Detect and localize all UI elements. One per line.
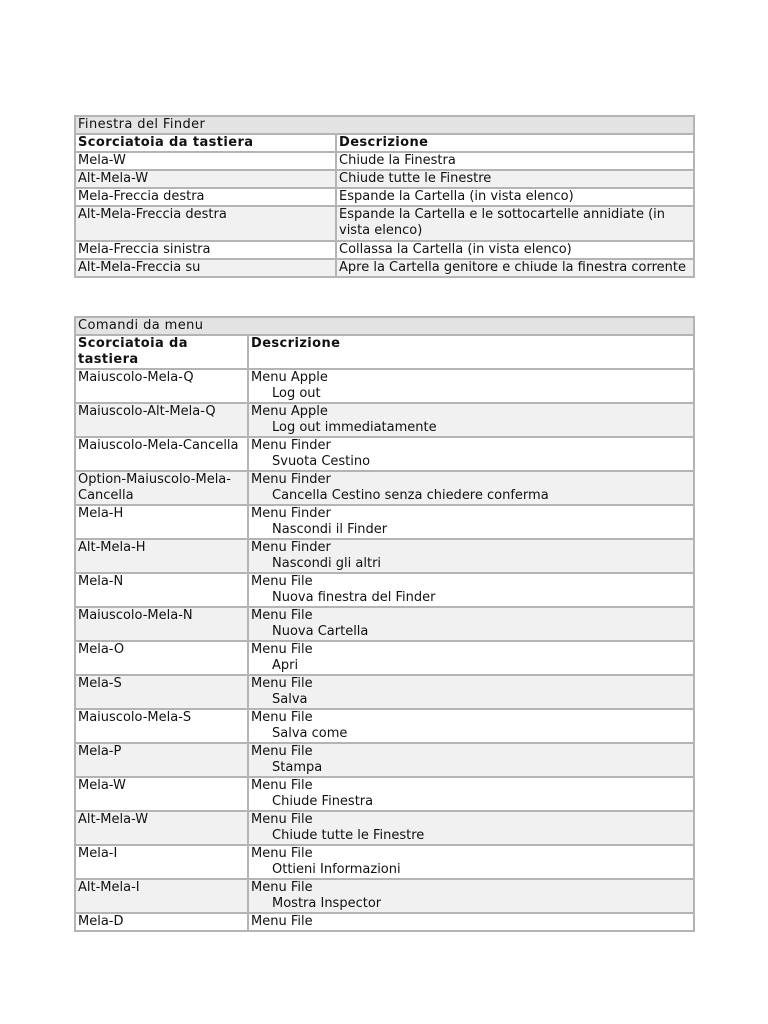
description-cell: Chiude tutte le Finestre bbox=[336, 170, 694, 188]
menu-name: Menu Apple bbox=[251, 370, 328, 385]
menu-name: Menu File bbox=[251, 744, 313, 759]
description-cell bbox=[248, 437, 694, 471]
table-row bbox=[75, 879, 694, 913]
menu-command: Ottieni Informazioni bbox=[272, 862, 401, 877]
table-row bbox=[75, 505, 694, 539]
shortcut-cell: Maiuscolo-Alt-Mela-Q bbox=[75, 403, 248, 437]
shortcut-cell: Alt-Mela-Freccia destra bbox=[75, 206, 336, 241]
table-row bbox=[75, 369, 694, 403]
menu-name: Menu Finder bbox=[251, 540, 331, 555]
description-cell bbox=[248, 811, 694, 845]
menu-command: Chiude tutte le Finestre bbox=[272, 828, 425, 843]
shortcut-cell: Alt-Mela-H bbox=[75, 539, 248, 573]
shortcut-cell: Mela-H bbox=[75, 505, 248, 539]
menu-name: Menu File bbox=[251, 710, 313, 725]
shortcut-cell: Maiuscolo-Mela-Q bbox=[75, 369, 248, 403]
menu-name: Menu Apple bbox=[251, 404, 328, 419]
menu-name: Menu File bbox=[251, 914, 313, 929]
description-cell: Collassa la Cartella (in vista elenco) bbox=[336, 241, 694, 259]
menu-command: Salva bbox=[272, 692, 308, 707]
menu-command: Chiude Finestra bbox=[272, 794, 374, 809]
description-cell bbox=[248, 539, 694, 573]
menu-name: Menu File bbox=[251, 676, 313, 691]
description-cell bbox=[248, 505, 694, 539]
menu-name: Menu File bbox=[251, 608, 313, 623]
shortcut-cell: Alt-Mela-Freccia su bbox=[75, 259, 336, 277]
menu-command: Mostra Inspector bbox=[272, 896, 382, 911]
column-header-description: Descrizione bbox=[248, 335, 694, 369]
description-cell bbox=[248, 709, 694, 743]
shortcut-cell: Maiuscolo-Mela-N bbox=[75, 607, 248, 641]
table-row bbox=[75, 259, 694, 277]
description-cell bbox=[248, 675, 694, 709]
table-row bbox=[75, 607, 694, 641]
description-cell: Apre la Cartella genitore e chiude la finestra corrente bbox=[336, 259, 694, 277]
menu-command: Nascondi gli altri bbox=[272, 556, 382, 571]
description-cell: Espande la Cartella e le sottocartelle annidiate (in vista elenco) bbox=[336, 206, 694, 241]
menu-command: Nuova finestra del Finder bbox=[272, 590, 436, 605]
menu-name: Menu File bbox=[251, 574, 313, 589]
finder-window-table bbox=[74, 115, 695, 278]
shortcut-cell: Mela-Freccia sinistra bbox=[75, 241, 336, 259]
table-row bbox=[75, 913, 694, 931]
table-row bbox=[75, 152, 694, 170]
menu-command: Salva come bbox=[272, 726, 348, 741]
table-row bbox=[75, 403, 694, 437]
description-cell bbox=[248, 403, 694, 437]
column-header-description: Descrizione bbox=[336, 134, 694, 152]
description-cell bbox=[248, 913, 694, 931]
description-cell bbox=[248, 471, 694, 505]
menu-command: Svuota Cestino bbox=[272, 454, 371, 469]
menu-command: Nuova Cartella bbox=[272, 624, 369, 639]
menu-name: Menu File bbox=[251, 778, 313, 793]
menu-name: Menu Finder bbox=[251, 438, 331, 453]
shortcut-cell: Alt-Mela-W bbox=[75, 811, 248, 845]
table-row bbox=[75, 641, 694, 675]
description-cell bbox=[248, 879, 694, 913]
description-cell bbox=[248, 743, 694, 777]
shortcut-cell: Mela-S bbox=[75, 675, 248, 709]
shortcut-cell: Maiuscolo-Mela-S bbox=[75, 709, 248, 743]
table-row bbox=[75, 539, 694, 573]
shortcut-cell: Mela-W bbox=[75, 777, 248, 811]
table-row bbox=[75, 675, 694, 709]
shortcut-cell: Mela-Freccia destra bbox=[75, 188, 336, 206]
shortcut-cell: Mela-O bbox=[75, 641, 248, 675]
description-cell bbox=[248, 369, 694, 403]
table-caption: Finestra del Finder bbox=[75, 116, 694, 134]
menu-command: Stampa bbox=[272, 760, 323, 775]
menu-name: Menu File bbox=[251, 846, 313, 861]
description-cell bbox=[248, 641, 694, 675]
description-cell bbox=[248, 777, 694, 811]
menu-name: Menu File bbox=[251, 880, 313, 895]
table-row bbox=[75, 777, 694, 811]
table-row bbox=[75, 709, 694, 743]
menu-command: Apri bbox=[272, 658, 299, 673]
menu-commands-table bbox=[74, 316, 695, 932]
description-cell bbox=[248, 573, 694, 607]
table-caption: Comandi da menu bbox=[75, 317, 694, 335]
description-cell: Chiude la Finestra bbox=[336, 152, 694, 170]
shortcut-cell: Alt-Mela-W bbox=[75, 170, 336, 188]
table-row bbox=[75, 845, 694, 879]
shortcut-cell: Maiuscolo-Mela-Cancella bbox=[75, 437, 248, 471]
table-row bbox=[75, 743, 694, 777]
column-header-shortcut: Scorciatoia da tastiera bbox=[75, 335, 248, 369]
shortcut-cell: Mela-W bbox=[75, 152, 336, 170]
menu-name: Menu File bbox=[251, 812, 313, 827]
menu-command: Log out bbox=[272, 386, 321, 401]
menu-command: Log out immediatamente bbox=[272, 420, 437, 435]
table-row bbox=[75, 241, 694, 259]
shortcut-cell: Mela-N bbox=[75, 573, 248, 607]
column-header-shortcut: Scorciatoia da tastiera bbox=[75, 134, 336, 152]
shortcut-cell: Mela-P bbox=[75, 743, 248, 777]
menu-command: Cancella Cestino senza chiedere conferma bbox=[272, 488, 549, 503]
shortcut-cell: Mela-I bbox=[75, 845, 248, 879]
description-cell bbox=[248, 845, 694, 879]
shortcut-cell: Alt-Mela-I bbox=[75, 879, 248, 913]
menu-name: Menu Finder bbox=[251, 506, 331, 521]
menu-name: Menu Finder bbox=[251, 472, 331, 487]
table-row bbox=[75, 471, 694, 505]
table-row bbox=[75, 811, 694, 845]
menu-name: Menu File bbox=[251, 642, 313, 657]
table-row bbox=[75, 437, 694, 471]
description-cell bbox=[248, 607, 694, 641]
table-row bbox=[75, 170, 694, 188]
shortcut-cell: Mela-D bbox=[75, 913, 248, 931]
table-row bbox=[75, 188, 694, 206]
menu-command: Nascondi il Finder bbox=[272, 522, 388, 537]
table-row bbox=[75, 206, 694, 241]
table-row bbox=[75, 573, 694, 607]
shortcut-cell: Option-Maiuscolo-Mela-Cancella bbox=[75, 471, 248, 505]
description-cell: Espande la Cartella (in vista elenco) bbox=[336, 188, 694, 206]
